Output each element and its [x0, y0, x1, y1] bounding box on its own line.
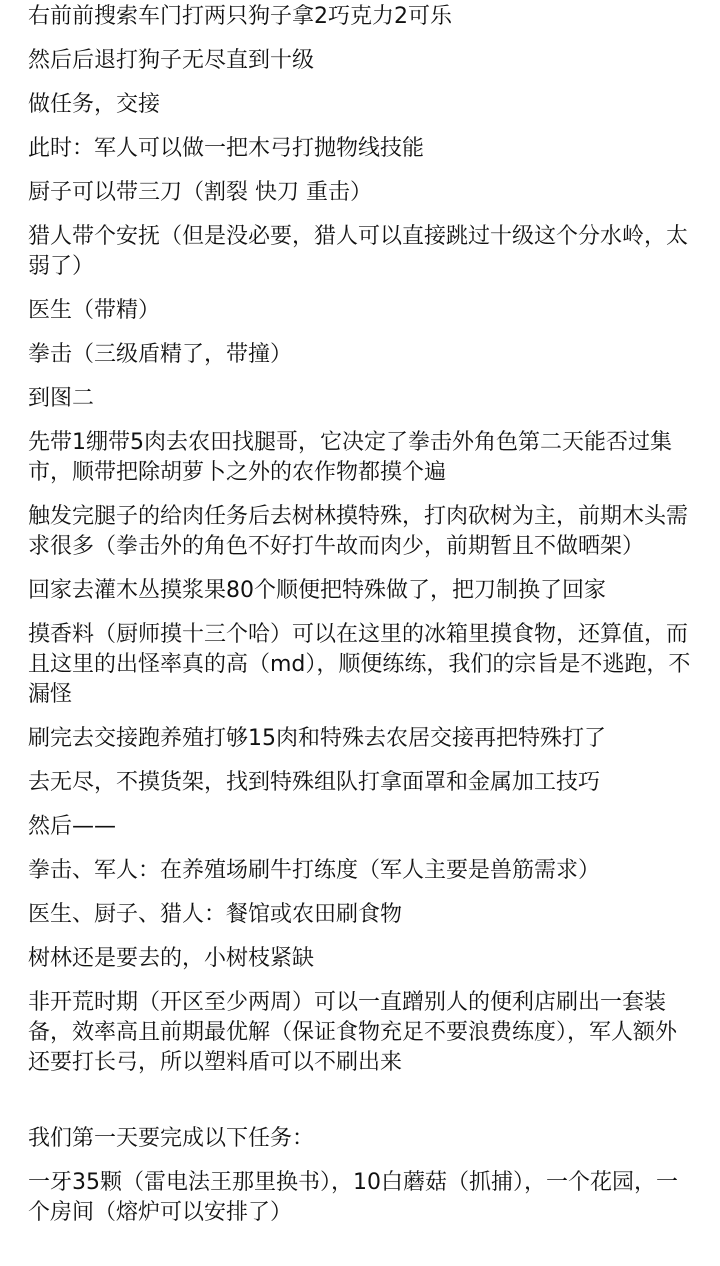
note-paragraph-6: 猎人带个安抚（但是没必要，猎人可以直接跳过十级这个分水岭，太弱了）	[28, 224, 689, 279]
note-paragraph-16: 然后——	[28, 814, 117, 839]
blank-line	[28, 1092, 696, 1124]
note-paragraph-14: 刷完去交接跑养殖打够15肉和特殊去农居交接再把特殊打了	[28, 726, 606, 751]
note-paragraph-19: 树林还是要去的，小树枝紧缺	[28, 946, 315, 971]
note-paragraph-4: 此时：军人可以做一把木弓打抛物线技能	[28, 136, 425, 161]
note-paragraph-13: 摸香料（厨师摸十三个哈）可以在这里的冰箱里摸食物，还算值，而且这里的出怪率真的高（md），顺便练练，我们的宗旨是不逃跑，不漏怪	[28, 622, 691, 707]
note-paragraph-12: 回家去灌木丛摸浆果80个顺便把特殊做了，把刀制换了回家	[28, 578, 606, 603]
note-paragraph-7: 医生（带精）	[28, 298, 161, 323]
tasks-body: 一牙35颗（雷电法王那里换书），10白蘑菇（抓捕），一个花园，一个房间（熔炉可以安排了）	[28, 1170, 678, 1225]
note-paragraph-8: 拳击（三级盾精了，带撞）	[28, 342, 293, 367]
note-paragraph-15: 去无尽，不摸货架，找到特殊组队打拿面罩和金属加工技巧	[28, 770, 601, 795]
note-body	[28, 0, 696, 1242]
note-paragraph-2: 然后后退打狗子无尽直到十级	[28, 48, 315, 73]
note-paragraph-11: 触发完腿子的给肉任务后去树林摸特殊，打肉砍树为主，前期木头需求很多（拳击外的角色不好打牛故而肉少，前期暂且不做晒架）	[28, 504, 689, 559]
note-paragraph-1: 右前前搜索车门打两只狗子拿2巧克力2可乐	[28, 4, 452, 29]
note-paragraph-18: 医生、厨子、猎人：餐馆或农田刷食物	[28, 902, 403, 927]
note-paragraph-20: 非开荒时期（开区至少两周）可以一直蹭别人的便利店刷出一套装备，效率高且前期最优解（保证食物充足不要浪费练度），军人额外还要打长弓，所以塑料盾可以不刷出来	[28, 990, 678, 1075]
note-paragraph-10: 先带1绷带5肉去农田找腿哥，它决定了拳击外角色第二天能否过集市，顺带把除胡萝卜之外的农作物都摸个遍	[28, 430, 672, 485]
note-paragraph-9: 到图二	[28, 386, 95, 411]
note-paragraph-17: 拳击、军人：在养殖场刷牛打练度（军人主要是兽筋需求）	[28, 858, 601, 883]
note-paragraph-3: 做任务，交接	[28, 92, 161, 117]
tasks-heading: 我们第一天要完成以下任务：	[28, 1126, 315, 1151]
note-paragraph-5: 厨子可以带三刀（割裂 快刀 重击）	[28, 180, 372, 205]
